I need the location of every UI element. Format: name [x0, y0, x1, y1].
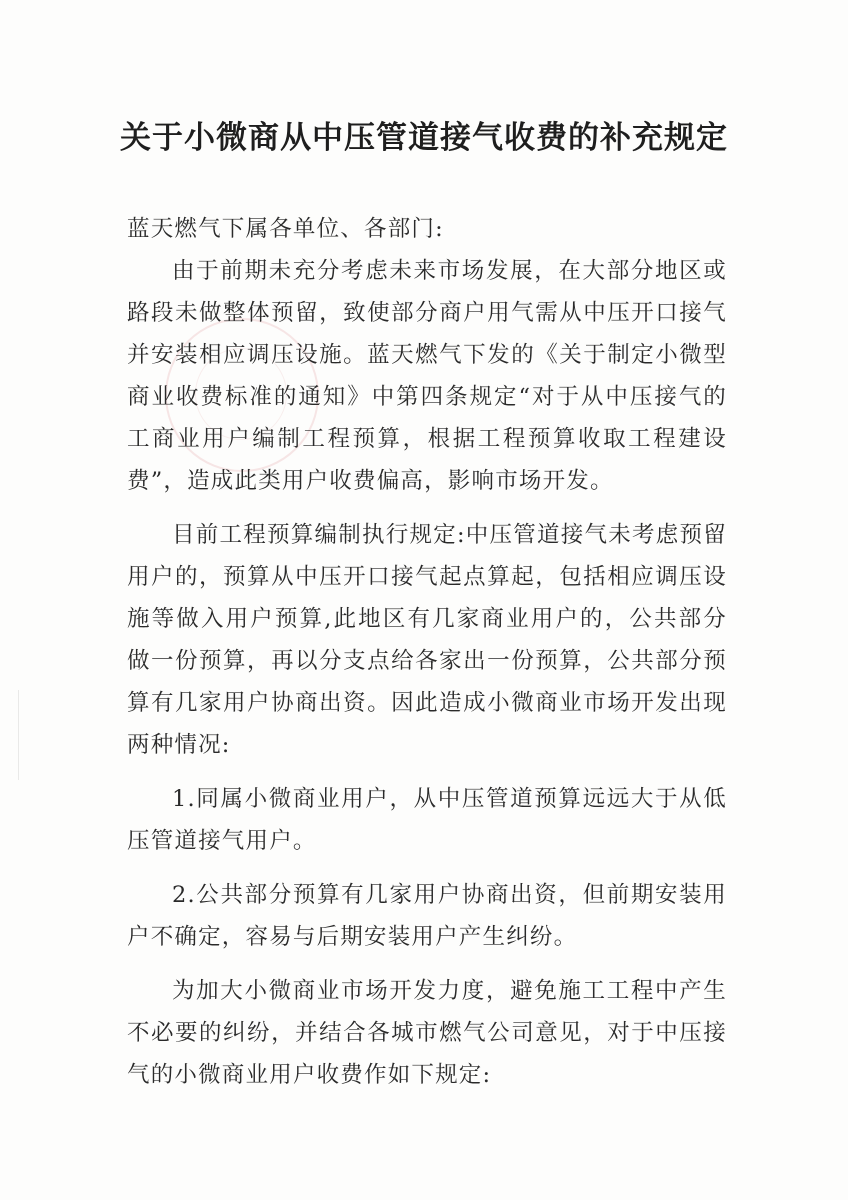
paragraph-new-rules-intro: 为加大小微商业市场开发力度，避免施工工程中产生不必要的纠纷，并结合各城市燃气公司意见，对于中压接气的小微商业用户收费作如下规定: [127, 978, 727, 1088]
scan-edge-mark [18, 690, 19, 780]
list-item-2: 2.公共部分预算有几家用户协商出资，但前期安装用户不确定，容易与后期安装用户产生纠纷。 [127, 882, 727, 950]
paragraph-current-rules: 目前工程预算编制执行规定:中压管道接气未考虑预留用户的，预算从中压开口接气起点算起，包括相应调压设施等做入用户预算,此地区有几家商业用户的，公共部分做一份预算，再以分支点给各家出一份预算，公共部分预算有几家用户协商出资。因此造成小微商业市场开发出现两种情况: [127, 522, 727, 758]
paragraph-background: 由于前期未充分考虑未来市场发展，在大部分地区或路段未做整体预留，致使部分商户用气需从中压开口接气并安装相应调压设施。蓝天燃气下发的《关于制定小微型商业收费标准的通知》中第四条规定“对于从中压接气的工商业用户编制工程预算，根据工程预算收取工程建设费”，造成此类用户收费偏高，影响市场开发。 [127, 258, 727, 494]
salutation: 蓝天燃气下属各单位、各部门: [127, 216, 444, 242]
document-body [127, 208, 727, 1096]
document-title: 关于小微商从中压管道接气收费的补充规定 [120, 120, 728, 156]
list-item-1: 1.同属小微商业用户，从中压管道预算远远大于从低压管道接气用户。 [127, 786, 727, 854]
